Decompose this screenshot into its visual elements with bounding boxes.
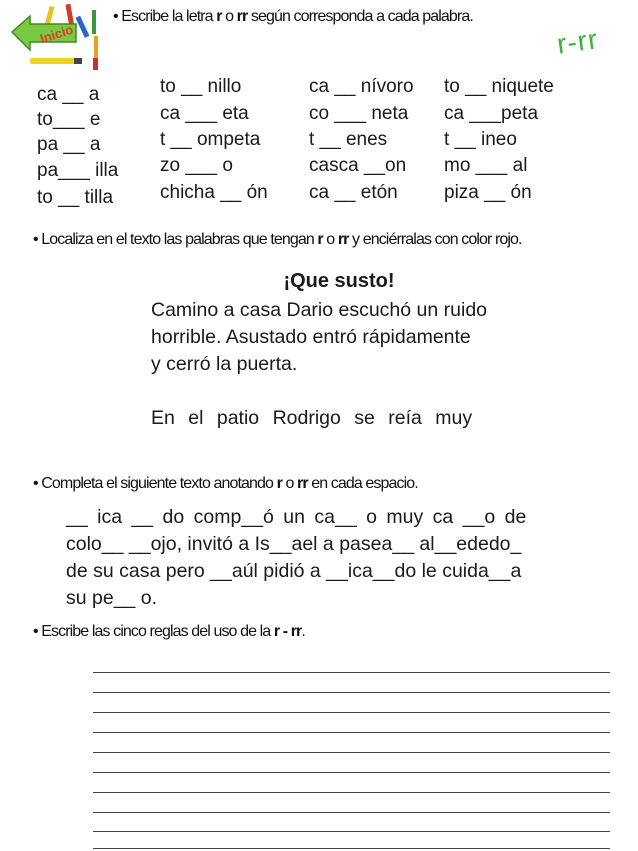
writing-line[interactable]	[93, 831, 610, 832]
word-item: casca __on	[309, 155, 407, 176]
story-line: y cerró la puerta.	[151, 353, 298, 375]
word-item: ca __ a	[37, 84, 100, 105]
fill-line: de su casa pero __aúl pidió a __ica__do le cuida__a	[66, 560, 522, 582]
instruction-3-pre: • Completa el siguiente texto anotando	[33, 475, 277, 492]
word-item: ca __ nívoro	[309, 76, 414, 97]
word-item: t __ ineo	[444, 129, 517, 150]
writing-line[interactable]	[93, 692, 610, 693]
instruction-3-mid: o	[281, 475, 297, 492]
instruction-1-post: según corresponda a cada palabra.	[247, 8, 473, 25]
instruction-2-mid: o	[322, 231, 338, 248]
writing-line[interactable]	[93, 712, 610, 713]
instruction-1-r: r	[216, 8, 222, 25]
word-item: to___ e	[37, 109, 101, 130]
word-item: to __ nillo	[160, 76, 242, 97]
writing-line[interactable]	[93, 732, 610, 733]
instruction-2-r: r	[317, 231, 323, 248]
writing-line[interactable]	[93, 772, 610, 773]
word-item: ca ___ eta	[160, 103, 249, 124]
story-line: horrible. Asustado entró rápidamente	[151, 326, 471, 348]
instruction-4-r: r - rr	[273, 623, 302, 640]
instruction-4-post: .	[301, 623, 305, 640]
instruction-3-rr: rr	[297, 475, 308, 492]
instruction-1	[113, 8, 473, 26]
writing-line[interactable]	[93, 848, 610, 849]
word-item: to __ tilla	[37, 187, 114, 208]
home-arrow-icon	[8, 2, 104, 74]
instruction-1-rr: rr	[236, 8, 248, 25]
instruction-1-mid: o	[221, 8, 237, 25]
word-item: t __ ompeta	[160, 129, 261, 150]
instruction-1-pre: • Escribe la letra	[113, 8, 217, 25]
instruction-2-post: y enciérralas con color rojo.	[348, 231, 522, 248]
fill-line: su pe__ o.	[66, 587, 158, 609]
instruction-2-pre: • Localiza en el texto las palabras que tengan	[33, 231, 318, 248]
instruction-2	[33, 231, 522, 249]
writing-line[interactable]	[93, 752, 610, 753]
instruction-3	[33, 475, 418, 493]
word-item: co ___ neta	[309, 103, 409, 124]
story-line: En el patio Rodrigo se reía muy	[151, 407, 473, 429]
word-item: chicha __ ón	[160, 182, 268, 203]
writing-line[interactable]	[93, 812, 610, 813]
word-item: ca __ etón	[309, 182, 398, 203]
word-item: piza __ ón	[444, 182, 532, 203]
story-title: ¡Que susto!	[283, 270, 395, 292]
story-line: Camino a casa Dario escuchó un ruido	[151, 299, 488, 321]
instruction-2-rr: rr	[337, 231, 349, 248]
writing-line[interactable]	[93, 672, 610, 673]
writing-line[interactable]	[93, 792, 610, 793]
instruction-3-post: en cada espacio.	[307, 475, 418, 492]
word-item: ca ___peta	[444, 103, 539, 124]
instruction-4-pre: • Escribe las cinco reglas del uso de la	[33, 623, 274, 640]
word-item: t __ enes	[309, 129, 388, 150]
word-item: pa __ a	[37, 134, 101, 155]
fill-line: __ ica __ do comp__ó un ca__ o muy ca __o de	[66, 506, 527, 528]
word-item: zo ___ o	[160, 155, 233, 176]
word-item: mo ___ al	[444, 155, 528, 176]
fill-text	[66, 504, 526, 612]
instruction-3-r: r	[276, 475, 282, 492]
inicio-logo[interactable]	[8, 2, 104, 74]
word-item: to __ niquete	[444, 76, 554, 97]
r-rr-tag: r-rr	[554, 23, 601, 60]
story-body	[151, 297, 487, 432]
svg-text:Inicio: Inicio	[38, 21, 76, 47]
instruction-4	[33, 623, 305, 641]
story-line	[151, 378, 487, 405]
word-item: pa___ illa	[37, 160, 119, 181]
fill-line: colo__ __ojo, invitó a Is__ael a pasea__ al__ededo_	[66, 533, 522, 555]
